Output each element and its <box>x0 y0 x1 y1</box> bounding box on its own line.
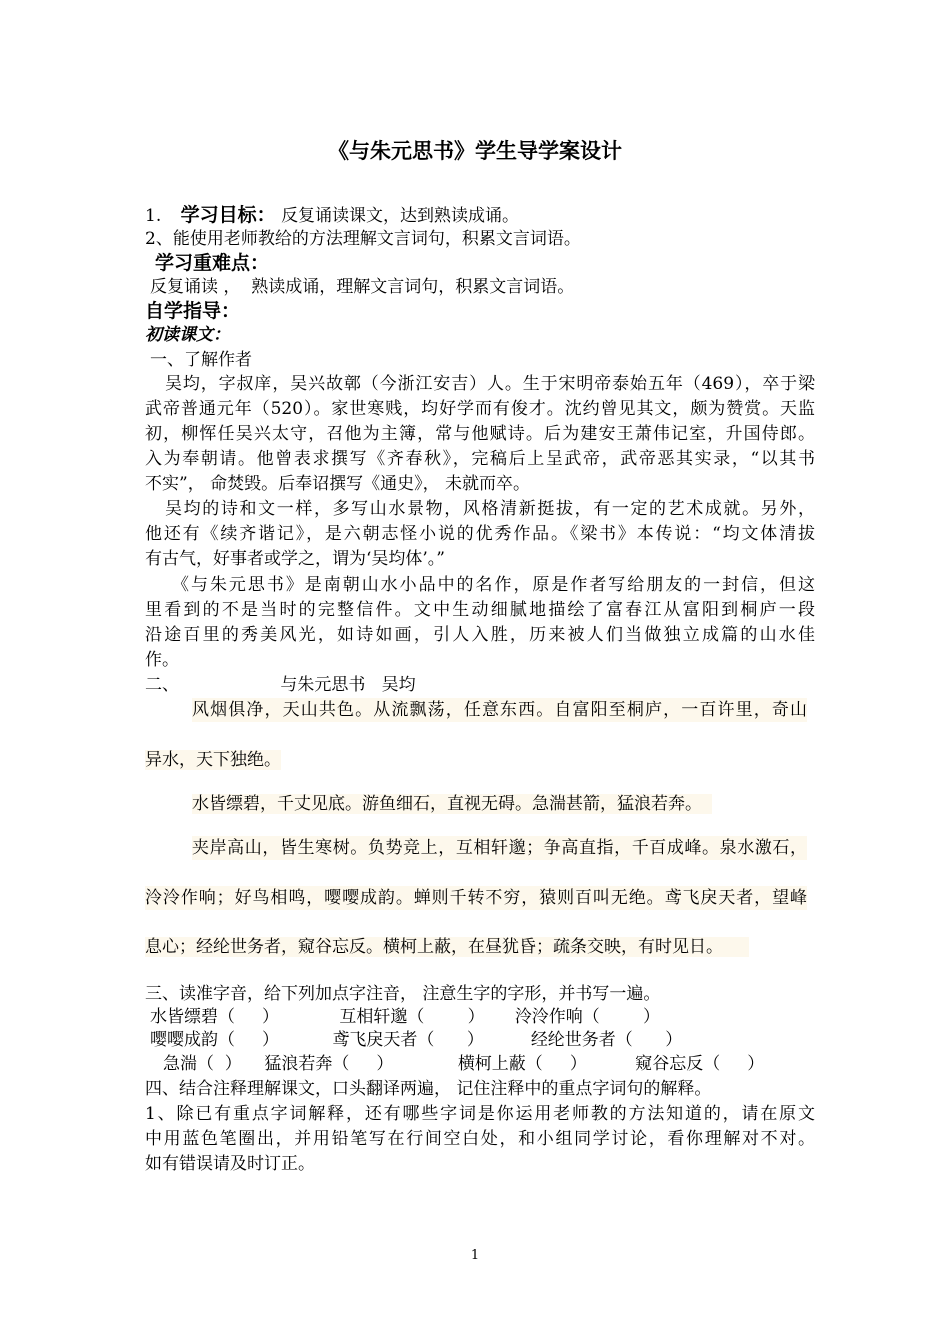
author-p1-line: 入为奉朝请。他曾表求撰写《齐春秋》，完稿后上呈武帝，武帝恶其实录，“以其书 <box>145 449 815 469</box>
classical-text-line: 风烟俱净，天山共色。从流飘荡，任意东西。自富阳至桐庐，一百许里，奇山 <box>192 700 807 720</box>
classical-text-line: 泠泠作响；好鸟相鸣，嘤嘤成韵。蝉则千转不穷，猿则百叫无绝。鸢飞戾天者，望峰 <box>145 888 807 908</box>
author-p3-line: 《与朱元思书》是南朝山水小品中的名作，原是作者写给朋友的一封信，但这 <box>172 575 815 595</box>
pronounce-item: 横柯上蔽（ ） <box>457 1054 587 1074</box>
author-p3-line: 里看到的不是当时的完整信件。文中生动细腻地描绘了富春江从富阳到桐庐一段 <box>145 600 815 620</box>
text-section-heading: 与朱元思书 吴均 <box>280 675 416 695</box>
author-p1-line: 吴均，字叔庠，吴兴故鄣（今浙江安吉）人。生于宋明帝泰始五年（469），卒于梁 <box>165 374 815 394</box>
difficulty-label: 学习重难点： <box>155 252 270 274</box>
page-title: 《与朱元思书》学生导学案设计 <box>328 139 622 163</box>
text-section-number: 二、 <box>145 675 179 695</box>
translate-heading: 四、结合注释理解课文，口头翻译两遍， 记住注释中的重点字词句的解释。 <box>145 1079 712 1099</box>
goals-item-2: 2、能使用老师教给的方法理解文言词句，积累文言词语。 <box>145 229 581 249</box>
pronounce-item: 互相轩邈（ ） <box>339 1007 485 1027</box>
pronounce-item: 水皆缥碧（ ） <box>150 1007 280 1027</box>
pronounce-row <box>163 1052 833 1076</box>
author-p2-line: 吴均的诗和文一样，多写山水景物，风格清新挺拔，有一定的艺术成就。另外， <box>165 499 815 519</box>
author-p1-line: 武帝普通元年（520）。家世寒贱，均好学而有俊才。沈约曾见其文，颇为赞赏。天监 <box>145 399 815 419</box>
self-study-subheading: 初读课文： <box>145 325 230 345</box>
pronounce-heading: 三、读准字音，给下列加点字注音， 注意生字的字形，并书写一遍。 <box>145 984 661 1004</box>
goals-number: 1. <box>145 206 162 226</box>
goals-text: 反复诵读课文，达到熟读成诵。 <box>281 206 520 226</box>
author-p1-line: 不实”， 命焚毁。后奉诏撰写《通史》， 未就而卒。 <box>145 474 530 494</box>
translate-line: 如有错误请及时订正。 <box>145 1154 315 1174</box>
author-p2-line: 他还有《续齐谐记》，是六朝志怪小说的优秀作品。《梁书》本传说：“均文体清拔 <box>145 524 815 544</box>
translate-line: 中用蓝色笔圈出，并用铅笔写在行间空白处，和小组同学讨论，看你理解对不对。 <box>145 1129 815 1149</box>
author-p2-line: 有古气，好事者或学之，谓为‘吴均体’。” <box>145 549 445 569</box>
author-heading: 一、了解作者 <box>150 350 252 370</box>
difficulty-text: 反复诵读 ， 熟读成诵，理解文言词句，积累文言词语。 <box>150 277 575 297</box>
author-p3-line: 作。 <box>145 650 179 670</box>
classical-text-line: 夹岸高山，皆生寒树。负势竞上，互相轩邈；争高直指，千百成峰。泉水激石， <box>192 838 807 858</box>
classical-text-line: 水皆缥碧，千丈见底。游鱼细石，直视无碍。急湍甚箭，猛浪若奔。 <box>192 792 862 816</box>
pronounce-item: 猛浪若奔（ ） <box>264 1054 394 1074</box>
pronounce-row <box>150 1028 820 1052</box>
page-number: 1 <box>470 1248 480 1263</box>
pronounce-item: 急湍（ ） <box>163 1054 242 1074</box>
text-section-header <box>145 673 815 697</box>
goals-label: 学习目标： <box>180 204 276 226</box>
classical-text-line: 息心；经纶世务者，窥谷忘反。横柯上蔽，在昼犹昏；疏条交映，有时见日。 <box>145 935 815 959</box>
self-study-label: 自学指导： <box>145 300 241 322</box>
pronounce-item: 鸢飞戾天者（ ） <box>332 1030 484 1050</box>
classical-text-line: 异水，天下独绝。 <box>145 750 281 770</box>
pronounce-item: 窥谷忘反（ ） <box>635 1054 765 1074</box>
pronounce-item: 泠泠作响（ ） <box>514 1007 661 1027</box>
author-p3-line: 沿途百里的秀美风光，如诗如画，引人入胜，历来被人们当做独立成篇的山水佳 <box>145 625 815 645</box>
pronounce-item: 嘤嘤成韵（ ） <box>150 1030 280 1050</box>
pronounce-item: 经纶世务者（ ） <box>530 1030 683 1050</box>
author-p1-line: 初，柳恽任吴兴太守，召他为主簿，常与他赋诗。后为建安王萧伟记室，升国侍郎。 <box>145 424 815 444</box>
translate-line: 1、除已有重点字词解释，还有哪些字词是你运用老师教的方法知道的，请在原文 <box>145 1104 815 1124</box>
pronounce-row <box>150 1005 820 1029</box>
goals-line <box>145 203 815 228</box>
